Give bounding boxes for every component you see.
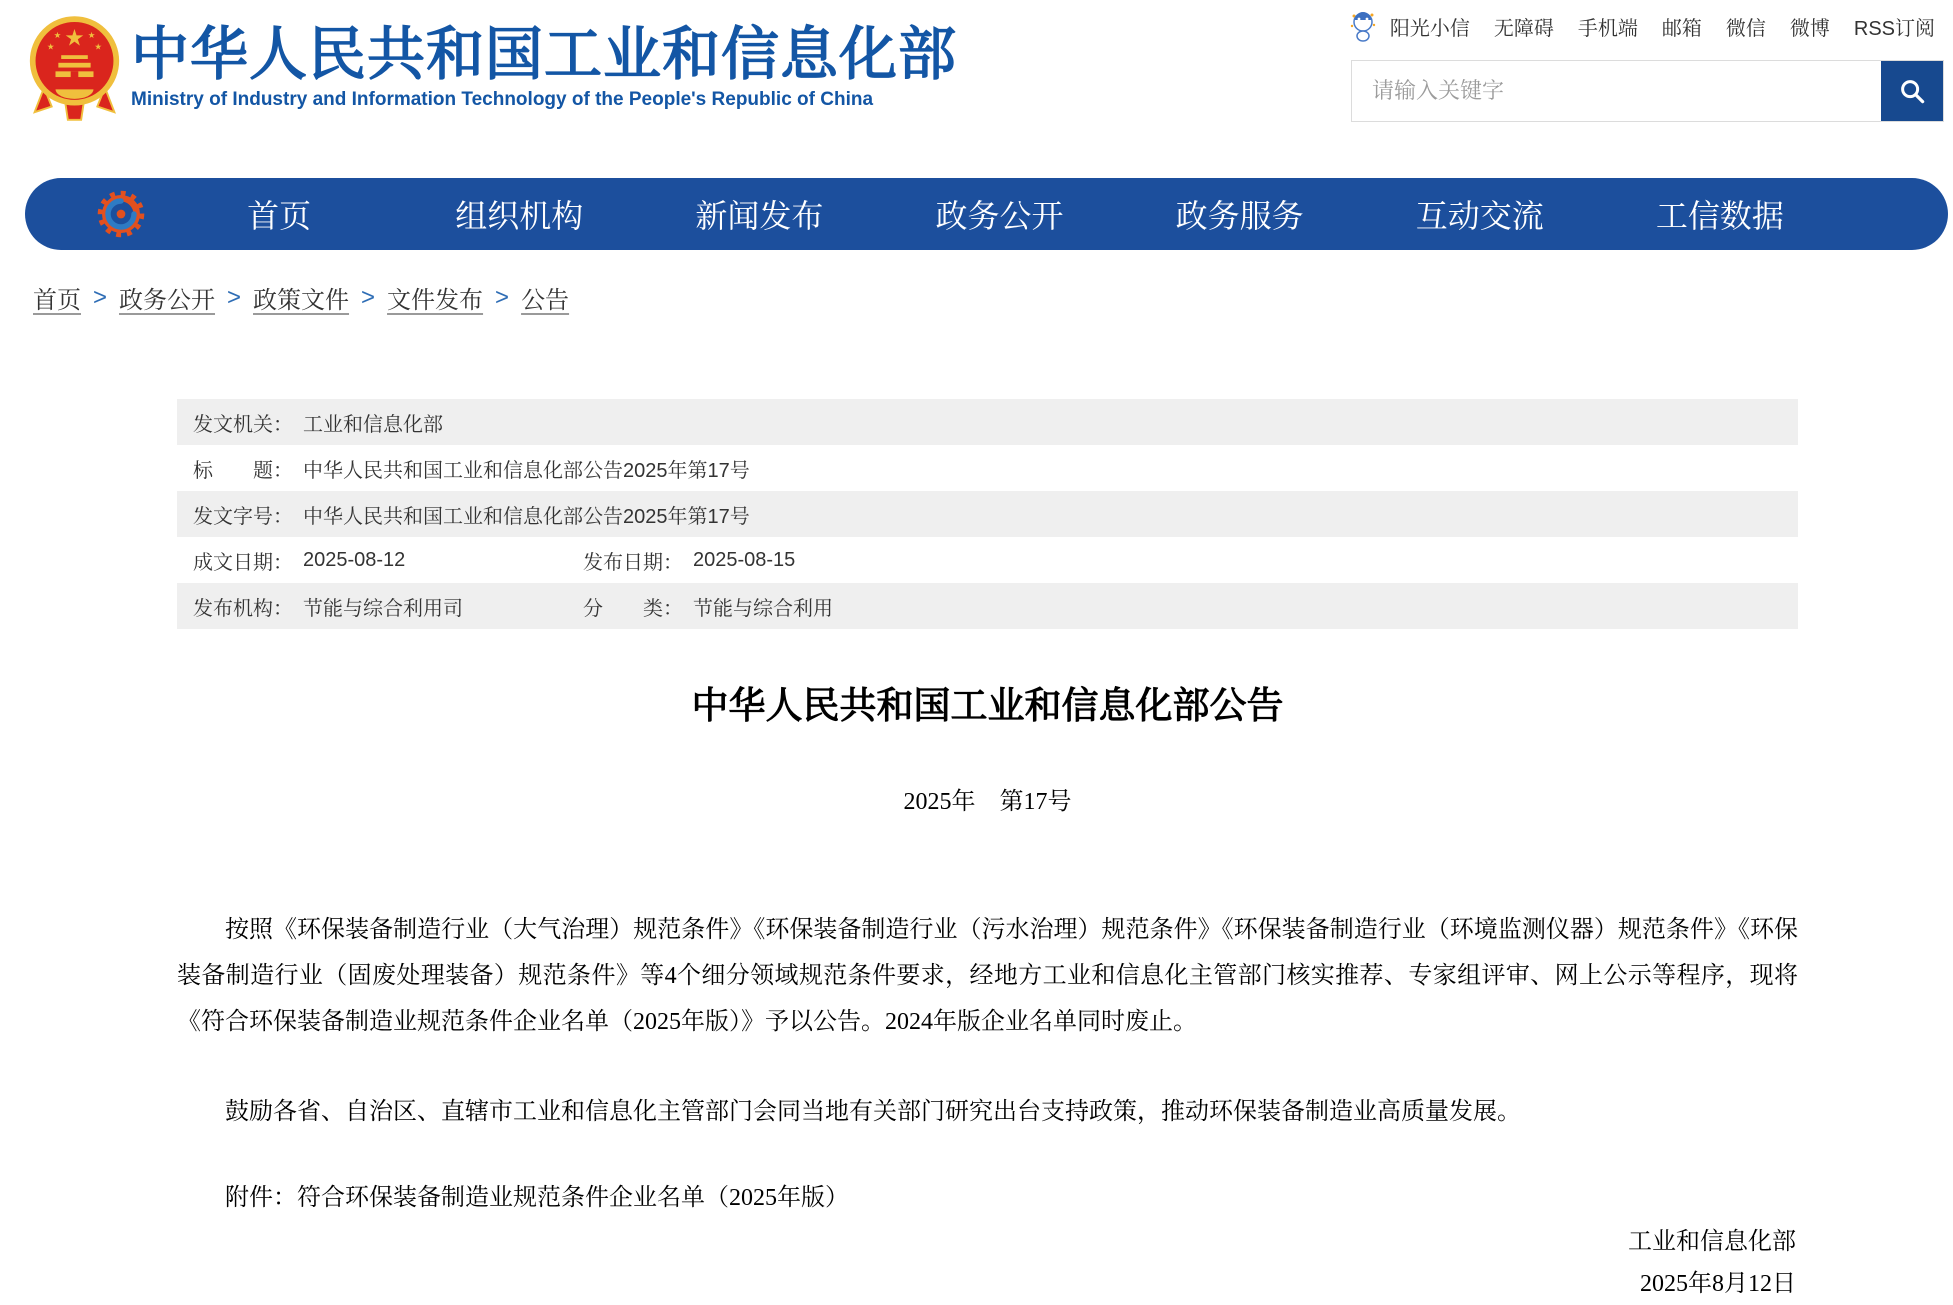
breadcrumb-item-0[interactable]: 首页 [33, 287, 81, 314]
meta-label: 发文机关： [193, 413, 293, 436]
breadcrumb-item-4[interactable]: 公告 [521, 287, 570, 314]
meta-cell [583, 546, 795, 575]
national-emblem-icon [27, 13, 122, 124]
nav-item-2[interactable]: 新闻发布 [695, 198, 824, 234]
meta-row-4 [177, 583, 1798, 629]
meta-row-3 [177, 537, 1798, 583]
document-content [177, 399, 1798, 1305]
nav-item-6[interactable]: 工信数据 [1655, 198, 1784, 234]
breadcrumb [33, 280, 569, 315]
meta-value: 2025-08-15 [693, 548, 796, 571]
site-title-en: Ministry of Industry and Information Technology of the People's Republic of China [131, 89, 874, 110]
meta-value: 2025-08-12 [303, 548, 406, 571]
utility-link-1[interactable]: 无障碍 [1493, 17, 1554, 40]
meta-label: 发文字号： [193, 505, 293, 528]
breadcrumb-separator: > [361, 283, 376, 311]
svg-text:★: ★ [46, 41, 55, 52]
utility-link-3[interactable]: 邮箱 [1661, 17, 1702, 40]
meta-value: 节能与综合利用 [693, 597, 833, 620]
site-title [131, 24, 957, 111]
nav-item-1[interactable]: 组织机构 [455, 198, 584, 234]
document-title: 中华人民共和国工业和信息化部公告 [691, 685, 1284, 726]
meta-cell [193, 408, 443, 437]
breadcrumb-item-1[interactable]: 政务公开 [119, 287, 216, 314]
meta-label: 发布日期： [583, 551, 683, 574]
meta-row-1 [177, 445, 1798, 491]
nav-item-5[interactable]: 互动交流 [1415, 198, 1544, 234]
meta-value: 工业和信息化部 [303, 413, 443, 436]
meta-cell [193, 454, 750, 483]
search-bar [1351, 60, 1944, 122]
meta-cell [193, 546, 583, 575]
utility-link-4[interactable]: 微信 [1725, 17, 1766, 40]
svg-text:★: ★ [87, 30, 96, 41]
utility-link-5[interactable]: 微博 [1789, 17, 1830, 40]
breadcrumb-separator: > [495, 283, 510, 311]
document-issue-number: 2025年 第17号 [903, 789, 1072, 815]
site-title-cn: 中华人民共和国工业和信息化部 [131, 22, 958, 87]
signature-signer: 工业和信息化部 [1628, 1229, 1796, 1255]
utility-link-0[interactable]: 阳光小信 [1389, 17, 1470, 40]
body-paragraph-0: 按照《环保装备制造行业（大气治理）规范条件》《环保装备制造行业（污水治理）规范条件》《环保装备制造行业（环境监测仪器）规范条件》《环保装备制造行业（固废处理装备）规范条件》等4个细分领域规范条件要求，经地方工业和信息化主管部门核实推荐、专家组评审、网上公示等程序，现将《符合环保装备制造业规范条件企业名单（2025年版）》予以公告。2024年版企业名单同时废止。 [177, 917, 1798, 1035]
body-paragraph-1: 鼓励各省、自治区、直辖市工业和信息化主管部门会同当地有关部门研究出台支持政策，推动环保装备制造业高质量发展。 [225, 1099, 1521, 1125]
attachment-link[interactable]: 附件：符合环保装备制造业规范条件企业名单（2025年版） [225, 1185, 849, 1211]
breadcrumb-separator: > [93, 283, 108, 311]
sunshine-mascot-robot-icon [1348, 10, 1378, 42]
svg-text:★: ★ [64, 24, 85, 51]
meta-label: 分 类： [583, 597, 683, 620]
utility-link-2[interactable]: 手机端 [1577, 17, 1638, 40]
meta-label: 发布机构： [193, 597, 293, 620]
miit-gear-swirl-logo-icon [95, 188, 147, 240]
meta-label: 成文日期： [193, 551, 293, 574]
nav-item-4[interactable]: 政务服务 [1175, 198, 1304, 234]
meta-cell [193, 592, 583, 621]
utility-links [1348, 10, 1935, 42]
document-body [177, 907, 1798, 1135]
page-header [0, 0, 1953, 178]
main-nav [25, 178, 1948, 250]
meta-cell [583, 592, 833, 621]
svg-text:★: ★ [94, 41, 103, 52]
meta-value: 中华人民共和国工业和信息化部公告2025年第17号 [303, 459, 750, 482]
breadcrumb-separator: > [227, 283, 242, 311]
search-input[interactable] [1352, 61, 1881, 121]
meta-row-2 [177, 491, 1798, 537]
meta-value: 节能与综合利用司 [303, 597, 463, 620]
magnifier-icon [1897, 76, 1927, 106]
utility-link-6[interactable]: RSS订阅 [1853, 17, 1935, 40]
breadcrumb-item-2[interactable]: 政策文件 [253, 287, 350, 314]
meta-row-0 [177, 399, 1798, 445]
svg-text:★: ★ [53, 30, 62, 41]
signature-date: 2025年8月12日 [1640, 1271, 1796, 1297]
breadcrumb-item-3[interactable]: 文件发布 [387, 287, 484, 314]
document-meta-table [177, 399, 1798, 629]
signature-block [177, 1221, 1798, 1305]
meta-label: 标 题： [193, 459, 293, 482]
meta-cell [193, 500, 750, 529]
search-button[interactable] [1881, 61, 1943, 121]
nav-item-0[interactable]: 首页 [247, 198, 312, 234]
meta-value: 中华人民共和国工业和信息化部公告2025年第17号 [303, 505, 750, 528]
nav-items [159, 191, 1840, 237]
nav-item-3[interactable]: 政务公开 [935, 198, 1064, 234]
